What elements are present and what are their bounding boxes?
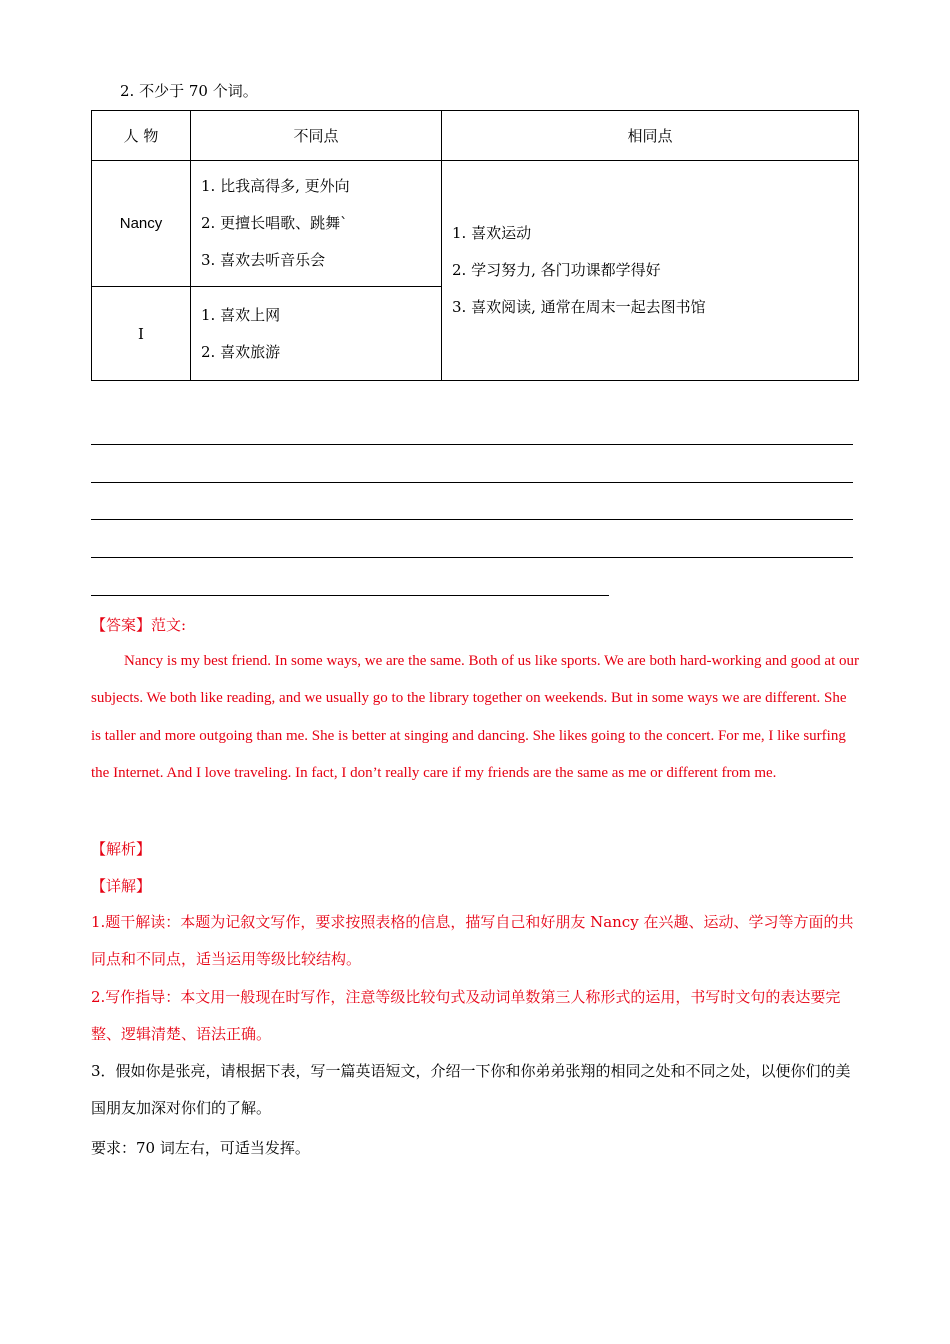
header-differences: 不同点 xyxy=(191,111,442,161)
list-item: 3. 喜欢去听音乐会 xyxy=(201,251,326,269)
header-similarities: 相同点 xyxy=(442,111,859,161)
writing-line xyxy=(91,519,853,520)
person-cell: I xyxy=(92,287,191,381)
comparison-table xyxy=(91,110,859,381)
answer-essay: Nancy is my best friend. In some ways, we are the same. Both of us like sports. We are both hard-working and good at our subjects. We both like reading, and we usually go to the library together on weekends. But in some ways we are different. She is taller and more outgoing than me. She is better at singing and dancing. She likes going to the concert. For me, I like surfing the Internet. And I love traveling. In fact, I don’t really care if my friends are the same as me or different from me. xyxy=(91,653,860,782)
analysis-label: 【解析】 xyxy=(91,840,152,858)
similarities-cell xyxy=(442,161,859,381)
list-item: 2. 更擅长唱歌、跳舞` xyxy=(201,214,348,232)
person-cell: Nancy xyxy=(92,161,191,287)
list-item: 1. 喜欢上网 xyxy=(201,305,281,324)
list-item: 1. 比我高得多, 更外向 xyxy=(201,177,350,195)
list-item: 1. 喜欢运动 xyxy=(452,224,532,242)
writing-line xyxy=(91,444,853,445)
list-item: 2. 喜欢旅游 xyxy=(201,342,281,361)
differences-cell xyxy=(191,161,442,287)
question-3-text: 3．假如你是张亮，请根据下表，写一篇英语短文，介绍一下你和你弟弟张翔的相同之处和不同之处，以便你们的美国朋友加深对你们的了解。 xyxy=(91,1062,851,1118)
requirement-text: 2. 不少于 70 个词。 xyxy=(120,82,258,100)
header-person: 人 物 xyxy=(92,111,191,161)
detail-label: 【详解】 xyxy=(91,877,152,895)
question-3-requirement: 要求：70 词左右，可适当发挥。 xyxy=(91,1139,310,1157)
detail-paragraph: 2.写作指导：本文用一般现在时写作，注意等级比较句式及动词单数第三人称形式的运用，书写时文句的表达要完整、逻辑清楚、语法正确。 xyxy=(91,988,841,1044)
table-row xyxy=(92,161,859,287)
list-item: 2. 学习努力, 各门功课都学得好 xyxy=(452,261,661,279)
table-header-row xyxy=(92,111,859,161)
list-item: 3. 喜欢阅读, 通常在周末一起去图书馆 xyxy=(452,298,706,316)
writing-line xyxy=(91,557,853,558)
writing-line xyxy=(91,595,609,596)
detail-paragraph: 1.题干解读：本题为记叙文写作，要求按照表格的信息，描写自己和好朋友 Nancy 在兴趣、运动、学习等方面的共同点和不同点，适当运用等级比较结构。 xyxy=(91,913,854,969)
writing-line xyxy=(91,482,853,483)
differences-cell xyxy=(191,287,442,381)
answer-label: 【答案】范文: xyxy=(91,616,187,634)
